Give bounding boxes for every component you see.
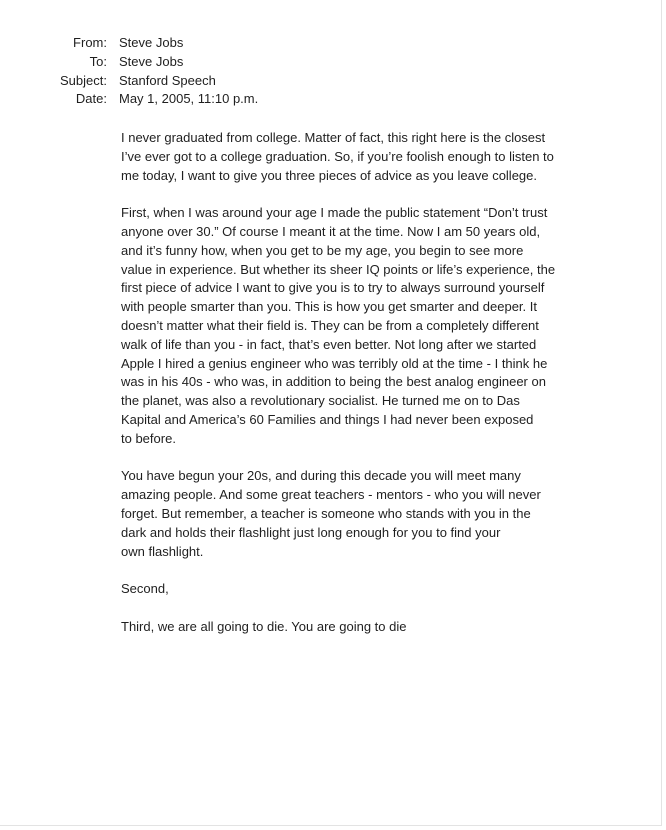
text-line: doesn’t matter what their field is. They can be from a completely different [121,317,539,333]
header-row-from [40,34,258,53]
from-label: From: [73,35,107,50]
date-value: May 1, 2005, 11:10 p.m. [119,91,259,107]
text-line: dark and holds their flashlight just long enough for you to find your [121,524,501,540]
text-line: amazing people. And some great teachers - mentors - who you will never [121,487,541,503]
body-paragraph [121,129,561,185]
text-line: Second, [121,581,169,597]
to-label: To: [89,53,107,69]
subject-value: Stanford Speech [119,72,216,88]
text-line: with people smarter than you. This is how you get smarter and deeper. It [121,299,537,315]
text-line: first piece of advice I want to give you is to try to always surround yourself [121,280,545,296]
date-label: Date: [75,91,107,107]
body-paragraph [121,618,561,637]
text-line: forget. But remember, a teacher is someone who stands with you in the [121,505,531,521]
text-line: was in his 40s - who was, in addition to being the best analog engineer on [121,374,546,390]
text-line: Kapital and America’s 60 Families and things I had never been exposed [121,411,534,427]
text-line: Third, we are all going to die. You are going to die [121,618,407,634]
email-body [121,129,561,655]
subject-label: Subject: [60,72,107,88]
text-line: Apple I hired a genius engineer who was terribly old at the time - I think he [121,355,548,371]
text-line: anyone over 30.” Of course I meant it at the time. Now I am 50 years old, [121,223,541,239]
to-value: Steve Jobs [119,53,184,69]
text-line: to before. [121,430,176,446]
body-paragraph [121,467,561,561]
text-line: and it’s funny how, when you get to be my age, you begin to see more [121,242,524,258]
text-line: You have begun your 20s, and during this decade you will meet many [121,468,521,484]
header-row-subject [40,72,258,91]
body-paragraph [121,204,561,448]
text-line: the planet, was also a revolutionary socialist. He turned me on to Das [121,393,520,409]
text-line: I never graduated from college. Matter of fact, this right here is the closest [121,130,546,145]
from-value: Steve Jobs [119,35,184,50]
text-line: me today, I want to give you three pieces of advice as you leave college. [121,167,537,183]
text-line: I’ve ever got to a college graduation. So, if you’re foolish enough to listen to [121,148,554,164]
email-headers [40,34,258,109]
text-line: walk of life than you - in fact, that’s even better. Not long after we started [121,336,537,352]
header-row-to [40,53,258,72]
header-row-date [40,90,258,109]
text-line: value in experience. But whether its sheer IQ points or life’s experience, the [121,261,556,277]
text-line: First, when I was around your age I made the public statement “Don’t trust [121,205,548,221]
body-paragraph [121,580,561,599]
text-line: own flashlight. [121,543,204,559]
